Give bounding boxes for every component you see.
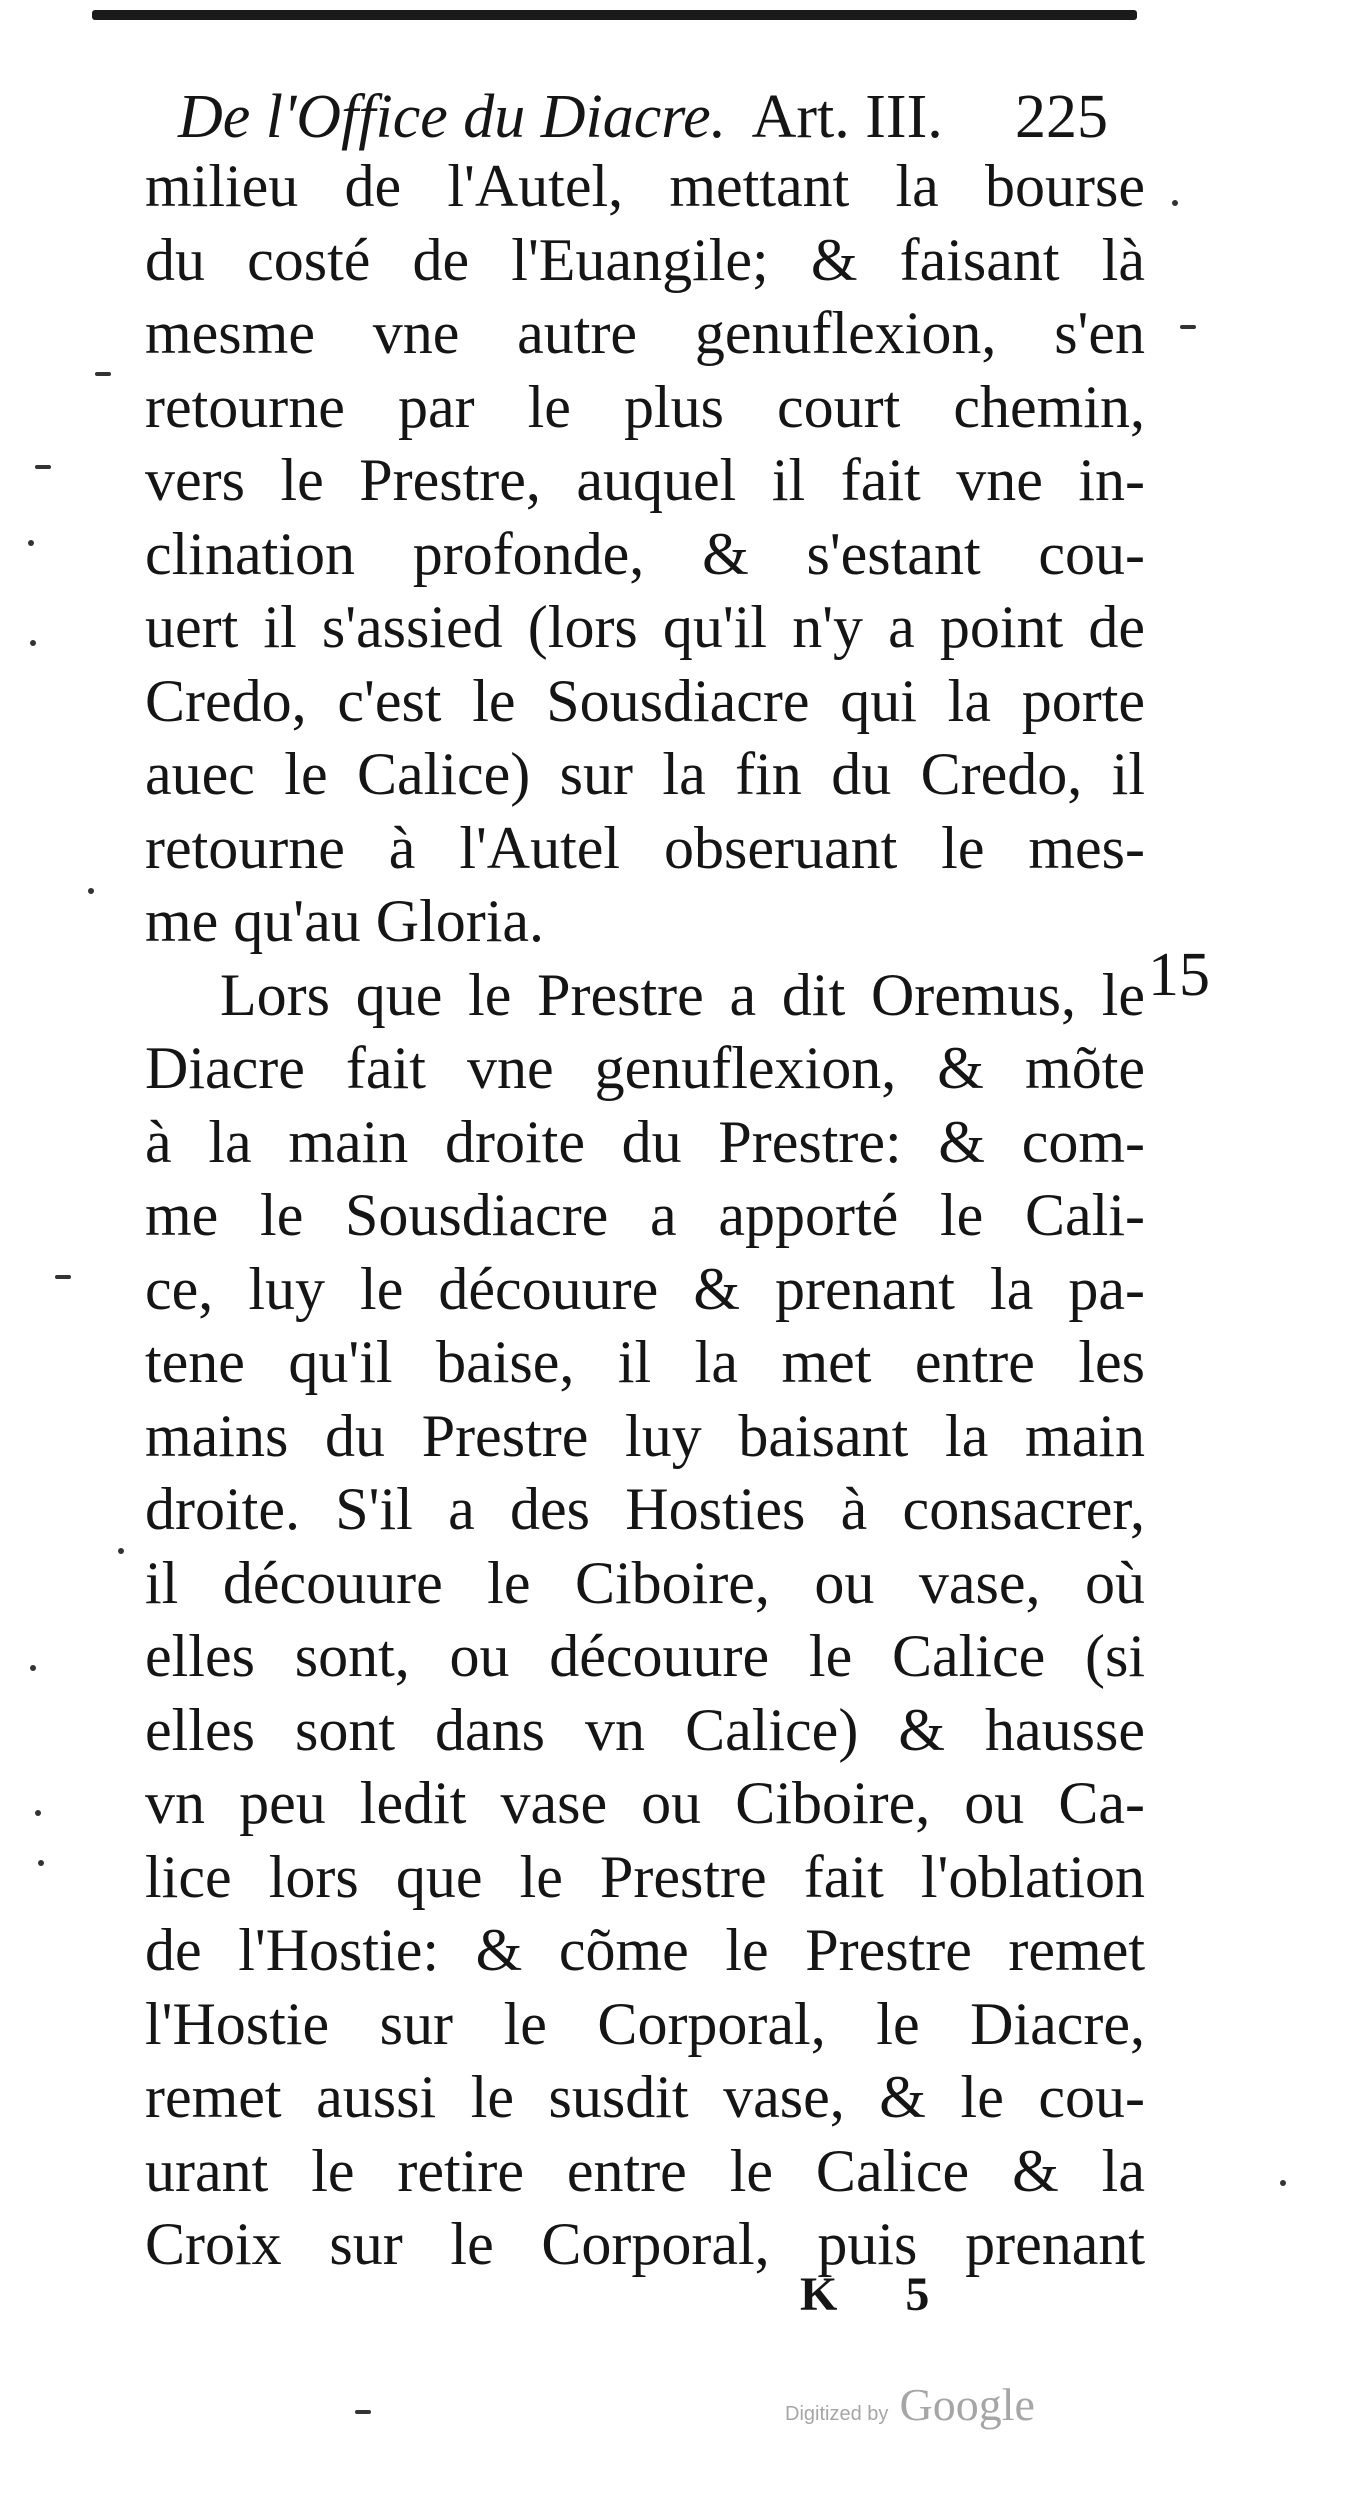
text-line: tene qu'il baise, il la met entre les: [145, 1329, 1145, 1395]
text-line: de l'Hostie: & cõme le Prestre remet: [145, 1917, 1145, 1983]
running-title: De l'Office du Diacre.: [178, 83, 727, 151]
text-line: remet aussi le susdit vase, & le cou-: [145, 2064, 1145, 2130]
text-line: Croix sur le Corporal, puis prenant: [145, 2211, 1145, 2277]
scan-speck: [88, 888, 94, 894]
page-number: 225: [1015, 83, 1108, 151]
scan-speck: [30, 1665, 36, 1671]
text-line: à la main droite du Prestre: & com-: [145, 1108, 1145, 1175]
text-line: elles sont dans vn Calice) & hausse: [145, 1696, 1145, 1763]
scan-speck: [118, 1548, 124, 1554]
text-line: mains du Prestre luy baisant la main: [145, 1402, 1145, 1469]
scan-speck: [35, 465, 51, 469]
page-header: [178, 82, 1138, 152]
text-line: vn peu ledit vase ou Ciboire, ou Ca-: [145, 1770, 1145, 1836]
body-text: [145, 150, 1145, 2282]
paragraph-1: [145, 150, 1145, 959]
scan-speck: [1172, 200, 1178, 206]
scan-speck: [95, 372, 111, 376]
text-line: vers le Prestre, auquel il fait vne in-: [145, 447, 1145, 513]
text-line: retourne par le plus court chemin,: [145, 373, 1145, 440]
text-line: Diacre fait vne genuflexion, & mõte: [145, 1035, 1145, 1101]
margin-number: 15: [1148, 941, 1210, 1009]
digitized-watermark: [785, 2378, 1035, 2431]
scan-speck: [1180, 325, 1196, 329]
text-line: me le Sousdiacre a apporté le Cali-: [145, 1182, 1145, 1248]
text-line: uert il s'assied (lors qu'il n'y a point de: [145, 594, 1145, 660]
signature-mark: K 5: [800, 2268, 958, 2321]
text-line: lice lors que le Prestre fait l'oblation: [145, 1843, 1145, 1910]
text-line: Credo, c'est le Sousdiacre qui la porte: [145, 667, 1145, 734]
article-number: Art. III.: [751, 83, 943, 151]
text-line: elles sont, ou découure le Calice (si: [145, 1623, 1145, 1689]
top-rule: [92, 10, 1137, 20]
text-line: Lors que le Prestre a dit Oremus, le: [220, 961, 1145, 1028]
text-line: du costé de l'Euangile; & faisant là: [145, 226, 1145, 293]
scan-speck: [55, 1275, 71, 1279]
scan-speck: [35, 1810, 41, 1816]
paragraph-2: [145, 959, 1145, 2282]
scan-speck: [1280, 2180, 1286, 2186]
text-line: urant le retire entre le Calice & la: [145, 2137, 1145, 2204]
text-line: retourne à l'Autel obseruant le mes-: [145, 814, 1145, 881]
scan-speck: [28, 540, 34, 546]
watermark-prefix: Digitized by: [785, 2403, 889, 2425]
text-line: l'Hostie sur le Corporal, le Diacre,: [145, 1990, 1145, 2057]
scan-speck: [38, 1860, 44, 1866]
text-line: me qu'au Gloria.: [145, 888, 545, 954]
text-line: auec le Calice) sur la fin du Credo, il: [145, 741, 1145, 807]
text-line: droite. S'il a des Hosties à consacrer,: [145, 1476, 1145, 1542]
text-line: clination profonde, & s'estant cou-: [145, 520, 1145, 587]
scan-speck: [30, 640, 36, 646]
google-logo: Google: [899, 2379, 1035, 2430]
text-line: il découure le Ciboire, ou vase, où: [145, 1549, 1145, 1616]
text-line: milieu de l'Autel, mettant la bourse: [145, 153, 1145, 219]
text-line: mesme vne autre genuflexion, s'en: [145, 300, 1145, 366]
scan-speck: [355, 2410, 371, 2414]
text-line: ce, luy le découure & prenant la pa-: [145, 1255, 1145, 1322]
